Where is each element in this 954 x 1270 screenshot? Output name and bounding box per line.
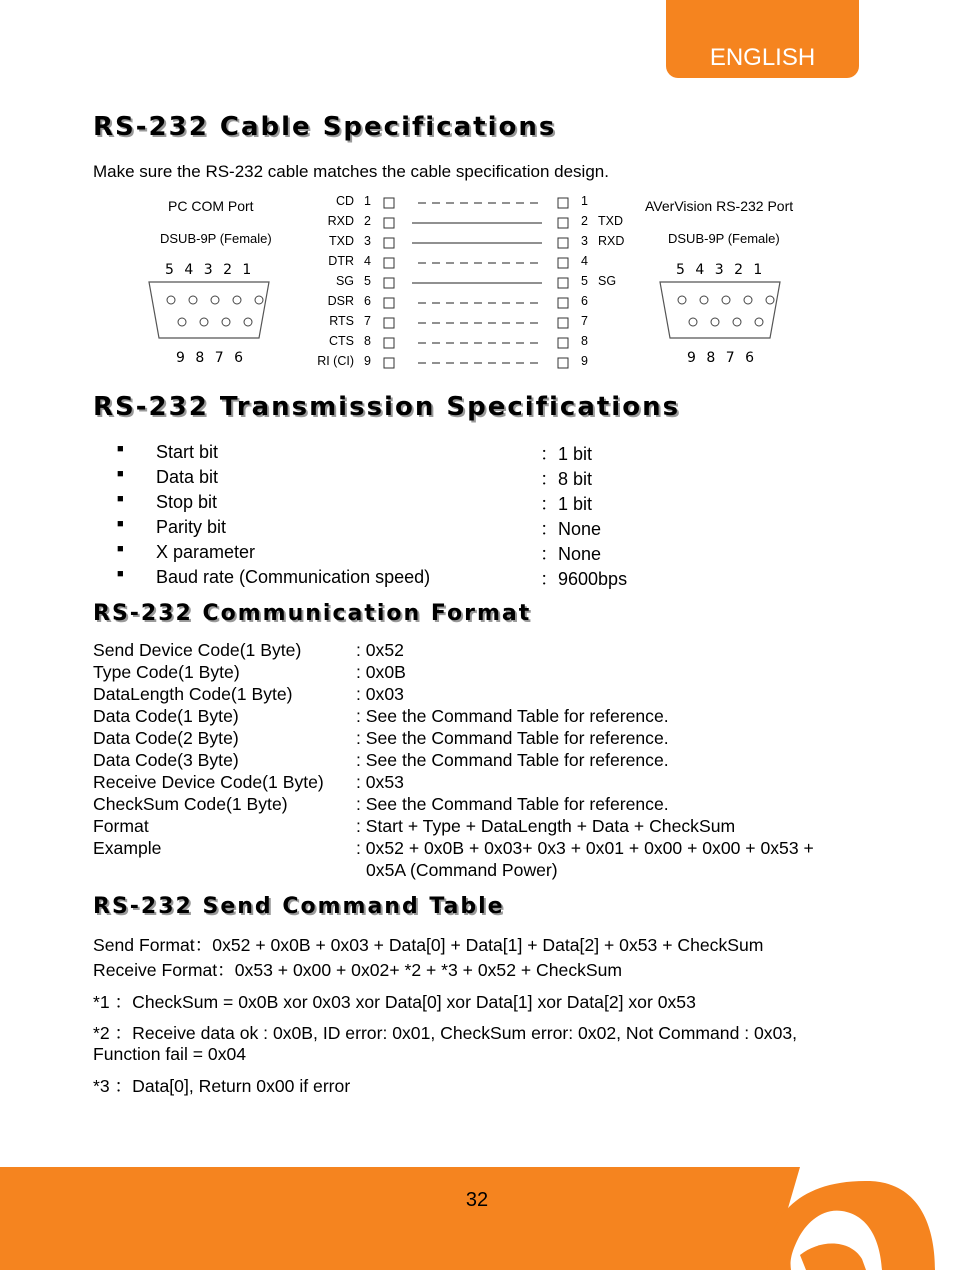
right-pin-box [558, 198, 568, 208]
format-key: Data Code(1 Byte) [93, 706, 239, 726]
language-label: ENGLISH [709, 44, 816, 71]
right-pin-number: 5 [581, 274, 588, 288]
right-pin-box [558, 298, 568, 308]
left-signal-name: CD [335, 194, 354, 208]
format-value: : 0x52 [356, 640, 404, 660]
spec-label: Baud rate (Communication speed) [156, 567, 431, 587]
bullet-icon: ■ [117, 493, 124, 505]
left-pin-number: 6 [364, 294, 371, 308]
left-bottom-pin-numbers: 9 8 7 6 [176, 350, 243, 366]
format-value: : See the Command Table for reference. [356, 706, 669, 726]
spec-value: ：9600bps [540, 569, 628, 589]
spec-label: Data bit [156, 467, 219, 487]
right-db9-connector [656, 278, 786, 344]
left-pin-box [384, 238, 394, 248]
cable-spec-title: RS-232 Cable Specifications [93, 112, 557, 142]
left-signal-name: CTS [329, 334, 354, 348]
format-value: : 0x03 [356, 684, 404, 704]
transmission-spec-title: RS-232 Transmission Specifications [93, 392, 681, 422]
right-pin-number: 3 [581, 234, 588, 248]
spec-value: ：8 bit [540, 469, 593, 489]
left-signal-name: DSR [327, 294, 354, 308]
format-row [93, 772, 558, 794]
note-2-line-1: *2 ：Receive data ok : 0x0B, ID error: 0x01, CheckSum error: 0x02, Not Command : 0x03, [93, 1023, 798, 1043]
spec-label: Parity bit [156, 517, 227, 537]
left-pin-box [384, 358, 394, 368]
cable-spec-intro: Make sure the RS-232 cable matches the cable specification design. [93, 162, 609, 181]
left-signal-name: TXD [329, 234, 354, 248]
format-example-continued: 0x5A (Command Power) [366, 860, 558, 880]
format-value: : 0x53 [356, 772, 404, 792]
page-footer [0, 1167, 954, 1270]
spec-row [0, 515, 954, 540]
format-key: CheckSum Code(1 Byte) [93, 794, 288, 814]
spec-row [0, 490, 954, 515]
note-1: *1 ：CheckSum = 0x0B xor 0x03 xor Data[0] xor Data[1] xor Data[2] xor 0x53 [93, 992, 696, 1012]
format-row [93, 728, 669, 750]
left-port-subtitle: DSUB-9P (Female) [160, 231, 272, 246]
page-number: 32 [465, 1189, 489, 1211]
format-value: : Start + Type + DataLength + Data + CheckSum [356, 816, 736, 836]
right-pin-box [558, 338, 568, 348]
format-row [93, 684, 558, 706]
left-pin-box [384, 218, 394, 228]
spec-value: ：None [540, 544, 602, 564]
left-pin-number: 1 [364, 194, 371, 208]
left-signal-name: DTR [328, 254, 354, 268]
right-port-subtitle: DSUB-9P (Female) [668, 231, 780, 246]
left-pin-number: 9 [364, 354, 371, 368]
left-pin-number: 5 [364, 274, 371, 288]
right-pin-box [558, 278, 568, 288]
left-pin-box [384, 278, 394, 288]
left-signal-name: SG [335, 274, 354, 288]
bullet-icon: ■ [117, 543, 124, 555]
receive-format: Receive Format：0x53 + 0x00 + 0x02+ *2 + *3 + 0x52 + CheckSum [93, 960, 623, 980]
left-pin-box [384, 338, 394, 348]
format-row [93, 706, 669, 728]
right-pin-number: 1 [581, 194, 588, 208]
format-key: Format [93, 816, 149, 836]
left-pin-number: 2 [364, 214, 371, 228]
bullet-icon: ■ [117, 468, 124, 480]
left-pin-number: 8 [364, 334, 371, 348]
right-pin-number: 8 [581, 334, 588, 348]
send-command-title: RS-232 Send Command Table [93, 894, 505, 919]
spec-value: ：None [540, 519, 602, 539]
left-pin-number: 3 [364, 234, 371, 248]
format-key: DataLength Code(1 Byte) [93, 684, 293, 704]
spec-label: X parameter [156, 542, 256, 562]
left-pin-box [384, 198, 394, 208]
right-pin-box [558, 358, 568, 368]
left-signal-name: RXD [327, 214, 354, 228]
spec-label: Start bit [156, 442, 219, 462]
left-port-title: PC COM Port [168, 198, 254, 214]
spec-value: ：1 bit [540, 494, 593, 514]
left-pin-box [384, 298, 394, 308]
format-key: Type Code(1 Byte) [93, 662, 240, 682]
right-port-title: AVerVision RS-232 Port [645, 198, 794, 214]
footer-band [0, 1167, 954, 1270]
spec-row [0, 465, 954, 490]
spec-row [0, 565, 954, 590]
format-key: Data Code(2 Byte) [93, 728, 239, 748]
left-pin-box [384, 318, 394, 328]
format-value: : 0x52 + 0x0B + 0x03+ 0x3 + 0x01 + 0x00 + 0x00 + 0x53 + [356, 838, 814, 858]
format-row [93, 816, 736, 838]
bullet-icon: ■ [117, 518, 124, 530]
format-row [93, 662, 558, 684]
format-key: Send Device Code(1 Byte) [93, 640, 302, 660]
wiring-lines [0, 190, 954, 380]
language-tab [666, 0, 859, 78]
spec-label: Stop bit [156, 492, 218, 512]
right-pin-number: 9 [581, 354, 588, 368]
format-row [93, 838, 814, 860]
right-pin-number: 7 [581, 314, 588, 328]
right-signal-name: SG [598, 274, 617, 288]
bullet-icon: ■ [117, 443, 124, 455]
format-value: : See the Command Table for reference. [356, 794, 669, 814]
comm-format-title: RS-232 Communication Format [93, 601, 532, 626]
note-2-line-2: Function fail = 0x04 [93, 1044, 247, 1064]
format-key: Example [93, 838, 162, 858]
left-top-pin-numbers: 5 4 3 2 1 [165, 262, 252, 278]
format-row [93, 750, 669, 772]
note-3: *3 ：Data[0], Return 0x00 if error [93, 1076, 351, 1096]
right-pin-box [558, 318, 568, 328]
left-pin-number: 7 [364, 314, 371, 328]
spec-row [0, 540, 954, 565]
spec-value: ：1 bit [540, 444, 593, 464]
left-signal-name: RTS [329, 314, 354, 328]
right-pin-number: 4 [581, 254, 588, 268]
format-row [93, 794, 669, 816]
right-signal-name: TXD [598, 214, 623, 228]
right-pin-number: 6 [581, 294, 588, 308]
left-pin-number: 4 [364, 254, 371, 268]
format-row [93, 640, 558, 662]
right-pin-box [558, 218, 568, 228]
format-value: : See the Command Table for reference. [356, 750, 669, 770]
send-format: Send Format：0x52 + 0x0B + 0x03 + Data[0] + Data[1] + Data[2] + 0x53 + CheckSum [93, 935, 764, 955]
comm-format-list [93, 640, 814, 882]
pinout-diagram [0, 190, 954, 380]
right-bottom-pin-numbers: 9 8 7 6 [687, 350, 754, 366]
right-top-pin-numbers: 5 4 3 2 1 [676, 262, 763, 278]
format-value: : 0x0B [356, 662, 406, 682]
format-key: Receive Device Code(1 Byte) [93, 772, 324, 792]
bullet-icon: ■ [117, 568, 124, 580]
format-value: : See the Command Table for reference. [356, 728, 669, 748]
spec-row [0, 440, 954, 465]
format-key: Data Code(3 Byte) [93, 750, 239, 770]
left-signal-name: RI (CI) [317, 354, 354, 368]
right-pin-box [558, 238, 568, 248]
right-pin-box [558, 258, 568, 268]
right-signal-name: RXD [598, 234, 625, 248]
right-pin-number: 2 [581, 214, 588, 228]
left-pin-box [384, 258, 394, 268]
